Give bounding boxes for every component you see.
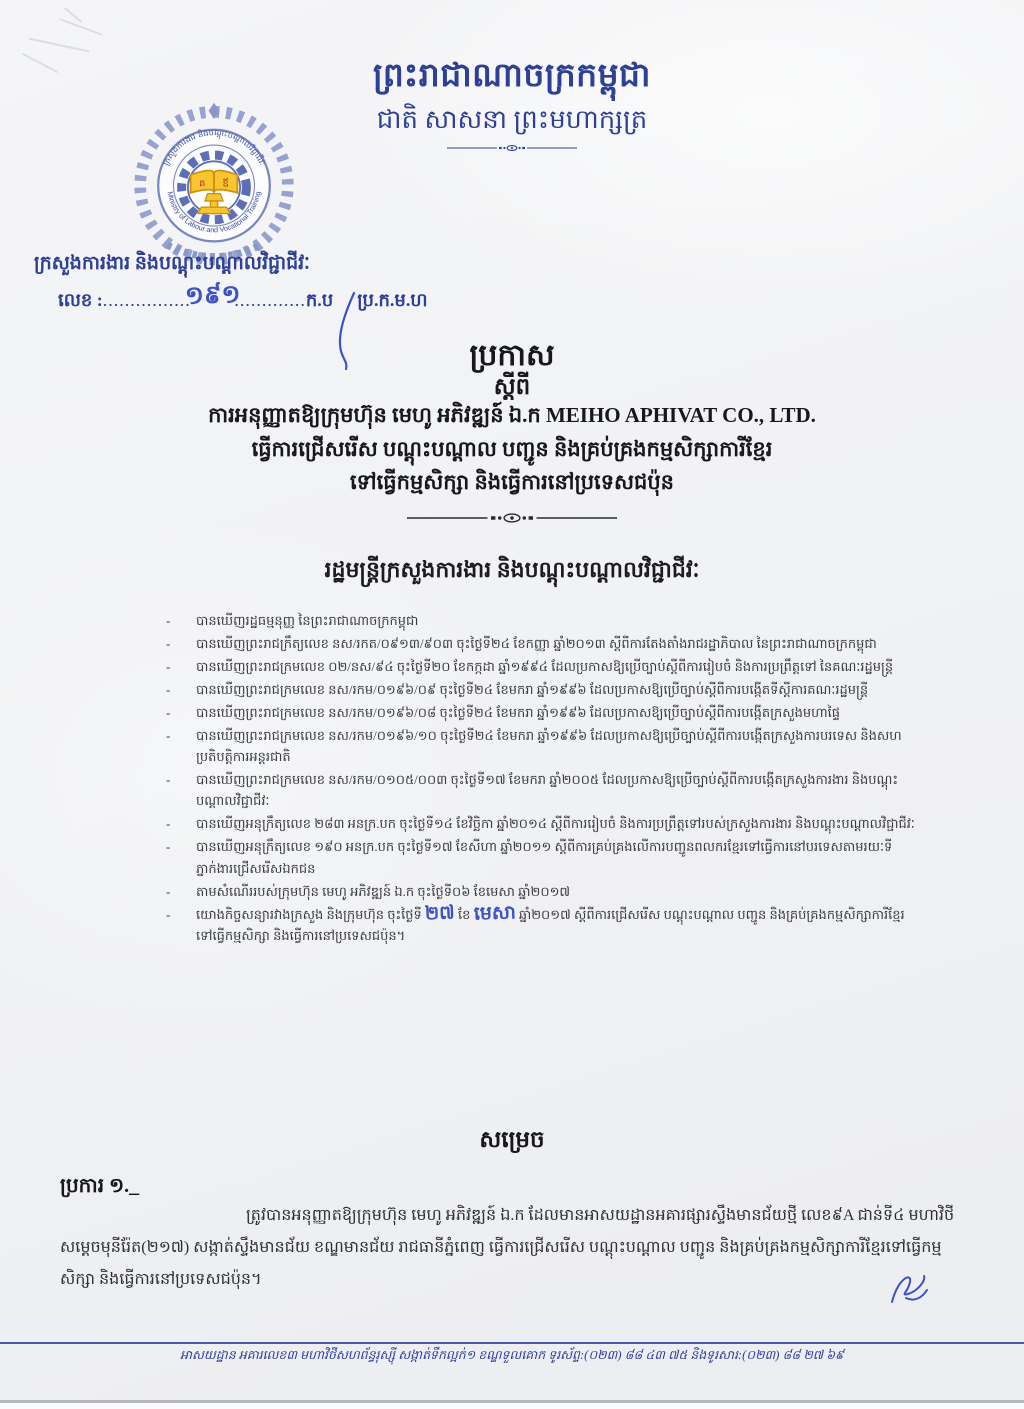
citation-item <box>166 881 916 902</box>
bullet-dash: - <box>166 816 171 832</box>
ornament-divider-icon <box>447 142 577 154</box>
citation-segment: យោងកិច្ចសន្យារវាងក្រសួង និងក្រុមហ៊ុន ចុះថ្ងៃទី <box>196 906 426 922</box>
citation-segment: បានឃើញព្រះរាជក្រមលេខ ០២/នស/៩៤ ចុះថ្ងៃទី២០ ខែកក្កដា ឆ្នាំ១៩៩៤ ដែលប្រកាសឱ្យប្រើច្បាប់ស្តីពីការរៀបចំ និងការប្រព្រឹត្តទៅ នៃគណៈរដ្ឋមន្ត្រី <box>196 659 894 675</box>
kingdom-title: ព្រះរាជាណាចក្រកម្ពុជា <box>373 58 651 94</box>
citation-segment: តាមសំណើររបស់ក្រុមហ៊ុន មេហូ អភិវឌ្ឍន៍ ឯ.ក ចុះថ្ងៃទី០៦ ខែមេសា ឆ្នាំ២០១៧ <box>196 883 571 899</box>
open-book-icon <box>191 171 238 193</box>
handwritten-text: មេសា <box>473 901 516 925</box>
citation-segment: ឆ្នាំ២០១៧ ស្តីពីការជ្រើសរើស បណ្តុះបណ្តាល បញ្ជូន និងគ្រប់គ្រងកម្មសិក្សាការីខ្មែរទៅធ្វើកម្មសិក្សា និងធ្វើការនៅប្រទេសជប៉ុន។ <box>196 906 905 943</box>
book-glyph-right: ឪ <box>222 178 229 190</box>
bullet-dash: - <box>166 772 171 788</box>
signature-initial <box>886 1268 932 1315</box>
number-suffix-2: ប្រ.ក.ម.ហ <box>357 290 428 310</box>
citation-item <box>166 633 916 654</box>
citation-item <box>166 769 916 811</box>
citation-item <box>166 725 916 767</box>
citation-item <box>166 901 916 946</box>
document-number-line <box>58 279 428 319</box>
signature-icon <box>886 1268 932 1310</box>
bullet-dash: - <box>166 728 171 744</box>
citation-text <box>196 679 916 700</box>
citation-segment: បានឃើញព្រះរាជក្រមលេខ នស/រកម/០១០៥/០០៣ ចុះថ្ងៃទី១៧ ខែមករា ឆ្នាំ២០០៥ ដែលប្រកាសឱ្យប្រើច្បាប់ស្តីពីការបង្កើតក្រសួងការងារ និងបណ្តុះបណ្តាលវិជ្ជាជីវៈ <box>196 772 899 809</box>
title-line-2: ធ្វើការជ្រើសរើស បណ្តុះបណ្តាល បញ្ជូន និងគ្រប់គ្រងកម្មសិក្សាការីខ្មែរ <box>251 437 773 461</box>
seal-ring-text-khmer: ក្រសួងការងារ និងបណ្តុះបណ្តាលវិជ្ជាជីវៈ <box>160 126 268 167</box>
regarding-label: ស្តីពី <box>493 374 531 399</box>
citation-segment: បានឃើញអនុក្រឹត្យលេខ ១៩០ អនក្រ.បក ចុះថ្ងៃទី១៧ ខែសីហា ឆ្នាំ២០១១ ស្តីពីការគ្រប់គ្រងលើការបញ្ជូនពលករខ្មែរទៅធ្វើការនៅបរទេសតាមរយៈទីភ្នាក់ងារជ្រើសរើសឯកជន <box>196 839 893 876</box>
citation-item <box>166 836 916 878</box>
prakas-title: ប្រកាស <box>469 339 555 372</box>
bullet-dash: - <box>166 636 171 652</box>
citation-segment: បានឃើញព្រះរាជក្រមលេខ នស/រកម/០១៩៦/០៩ ចុះថ្ងៃទី២៤ ខែមករា ឆ្នាំ១៩៩៦ ដែលប្រកាសឱ្យប្រើច្បាប់ស្តីពីការបង្កើតទីស្តីការគណៈរដ្ឋមន្ត្រី <box>196 682 869 698</box>
bullet-dash: - <box>166 682 171 698</box>
ministry-seal-icon <box>124 92 304 272</box>
kingdom-motto: ជាតិ សាសនា ព្រះមហាក្សត្រ <box>376 105 648 134</box>
citation-text <box>196 836 916 878</box>
citation-segment: បានឃើញព្រះរាជក្រមលេខ នស/រកម/០១៩៦/០៨ ចុះថ្ងៃទី២៤ ខែមករា ឆ្នាំ១៩៩៦ ដែលប្រកាសឱ្យប្រើច្បាប់ស្តីពីការបង្កើតក្រសួងមហាផ្ទៃ <box>196 705 841 721</box>
book-glyph-left: គ <box>199 178 206 190</box>
footer-address: អាសយដ្ឋាន អគារលេខ៣ មហាវិថីសហព័ន្ធរុស្ស៊ី សង្កាត់ទឹកល្អក់១ ខណ្ឌទួលគោក ទូរស័ព្ទ:(០២៣) ៨៨ ៤៣ ៧៥ និងទូរសារ:(០២៣) ៨៨ ២៧ ៦៩ <box>180 1348 844 1362</box>
citation-list <box>166 610 916 948</box>
citation-text <box>196 725 916 767</box>
bullet-dash: - <box>166 839 171 855</box>
citation-text <box>196 881 916 902</box>
article-1-label: ប្រការ ១._ <box>60 1175 140 1197</box>
bullet-dash: - <box>166 705 171 721</box>
dotted-line: ................ <box>102 290 191 310</box>
citation-segment: បានឃើញព្រះរាជក្រមលេខ នស/រកម/០១៩៦/១០ ចុះថ្ងៃទី២៤ ខែមករា ឆ្នាំ១៩៩៦ ដែលប្រកាសឱ្យប្រើច្បាប់ស្តីពីការបង្កើតក្រសួងការបរទេស និងសហប្រតិបត្តិការអន្តរជាតិ <box>196 728 902 765</box>
ministry-name: ក្រសួងការងារ និងបណ្តុះបណ្តាលវិជ្ជាជីវៈ <box>34 253 310 274</box>
citation-text <box>196 610 916 631</box>
bullet-dash: - <box>166 613 171 628</box>
ministry-seal-logo <box>124 92 304 272</box>
citation-item <box>166 610 916 631</box>
citation-item <box>166 813 916 834</box>
dotted-line: ............. <box>234 290 306 310</box>
citation-text <box>196 813 916 834</box>
ornament-divider-icon <box>407 512 617 524</box>
bullet-dash: - <box>166 883 171 899</box>
handwritten-number: ១៩១ <box>184 279 241 310</box>
number-label: លេខ : <box>58 290 103 310</box>
citation-segment: បានឃើញរដ្ឋធម្មនុញ្ញ នៃព្រះរាជាណាចក្រកម្ពុជា <box>196 613 419 628</box>
title-ornament-divider <box>0 512 1024 524</box>
article-1-text: ត្រូវបានអនុញ្ញាតឱ្យក្រុមហ៊ុន មេហូ អភិវឌ្ឍន៍ ឯ.ក ដែលមានអាសយដ្ឋានអគារផ្សារស្ទឹងមានជ័យថ្មី លេខ៩A ជាន់ទី៤ មហាវិថីសម្តេចមុនីរ៉ែត(២១៧) សង្កាត់ស្ទឹងមានជ័យ ខណ្ឌមានជ័យ រាជធានីភ្នំពេញ ធ្វើការជ្រើសរើស បណ្តុះបណ្តាល បញ្ជូន និងគ្រប់គ្រងកម្មសិក្សាការីខ្មែរទៅធ្វើកម្មសិក្សា និងធ្វើការនៅប្រទេសជប៉ុន។ <box>60 1207 955 1288</box>
title-line-3: ទៅធ្វើកម្មសិក្សា និងធ្វើការនៅប្រទេសជប៉ុន <box>349 470 675 494</box>
citation-item <box>166 702 916 723</box>
staple-mark <box>28 38 89 53</box>
decision-heading: សម្រេច <box>479 1127 545 1152</box>
citation-segment: បានឃើញអនុក្រឹត្យលេខ ២៨៣ អនក្រ.បក ចុះថ្ងៃទី១៤ ខែវិច្ឆិកា ឆ្នាំ២០១៤ ស្តីពីការរៀបចំ និងការប្រព្រឹត្តទៅរបស់ក្រសួងការងារ និងបណ្តុះបណ្តាលវិជ្ជាជីវៈ <box>196 816 915 832</box>
footer-divider-line <box>0 1342 1024 1344</box>
bullet-dash: - <box>166 659 171 675</box>
seal-ring-text-english: Ministry of Labour and Vocational Training <box>165 190 263 235</box>
citation-item <box>166 679 916 700</box>
citation-segment: បានឃើញព្រះរាជក្រឹត្យលេខ នស/រកត/០៩១៣/៩០៣ ចុះថ្ងៃទី២៤ ខែកញ្ញា ឆ្នាំ២០១៣ ស្តីពីការតែងតាំងរាជរដ្ឋាភិបាល នៃព្រះរាជាណាចក្រកម្ពុជា <box>196 636 877 652</box>
scan-bottom-margin <box>0 1403 1024 1409</box>
minister-heading: រដ្ឋមន្ត្រីក្រសួងការងារ និងបណ្តុះបណ្តាលវិជ្ជាជីវៈ <box>324 557 700 582</box>
citation-text <box>196 656 916 677</box>
bullet-dash: - <box>166 906 171 922</box>
citation-text <box>196 702 916 723</box>
citation-text <box>196 769 916 811</box>
citation-item <box>166 656 916 677</box>
number-suffix: ក.ប <box>305 290 334 310</box>
handwritten-text: ២៧ <box>424 902 456 925</box>
title-line-company: ការអនុញ្ញាតឱ្យក្រុមហ៊ុន មេហូ អភិវឌ្ឍន៍ ឯ.ក MEIHO APHIVAT CO., LTD. <box>208 403 816 427</box>
citation-segment: ខែ <box>454 906 474 922</box>
citation-text <box>196 901 916 946</box>
citation-text <box>196 633 916 654</box>
handwritten-slash <box>333 297 357 319</box>
